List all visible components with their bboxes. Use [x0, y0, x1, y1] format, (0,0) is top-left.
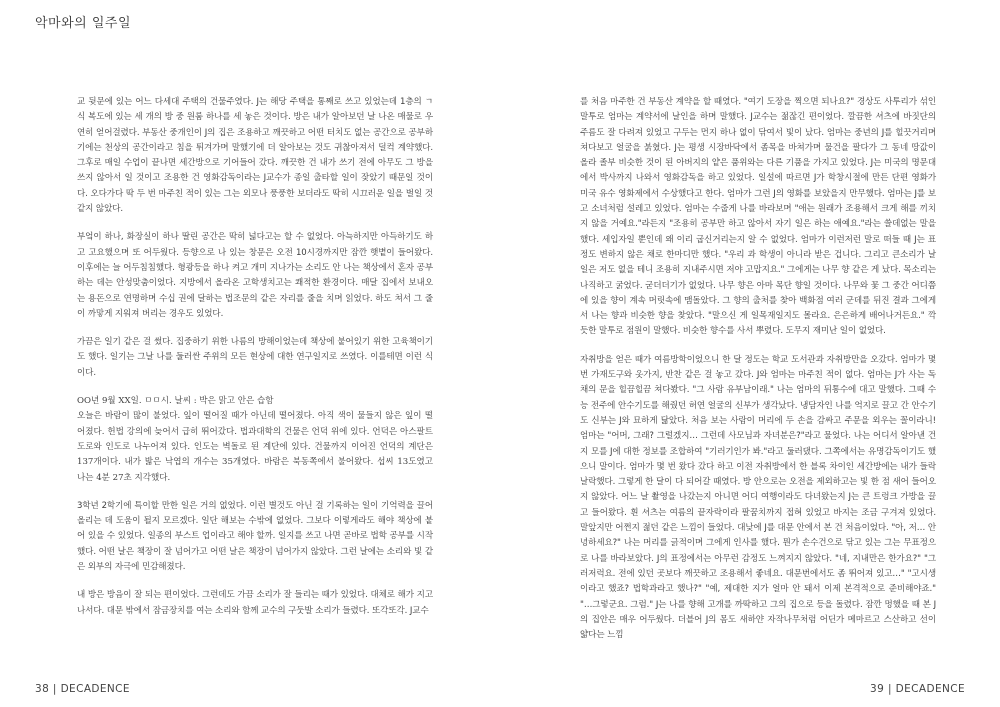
diary-entry: OO년 9월 XX일. ㅁㅁ시. 날씨 : 박은 맑고 안은 습함 오늘은 바람이 많이 불었다. 잎이 떨어질 때가 아닌데 떨어졌다. 아직 색이 물들지 않은 잎이 떨어졌다. 헌법 강의에 늦어서 급히 뛰어갔다. 법과대학의 건물은 언덕 위에 있다. 언덕은 아스팔트 도로와 인도로 나누어져 있다. 인도는 벽돌로 된 계단에 있다. 건물까지 이어진 언덕의 계단은 137개이다. 내가 밟은 낙엽의 개수는 35개였다. 바람은 북동쪽에서 불어왔다. 섭씨 13도였고 나는 4분 27초 지각했다.: [77, 396, 433, 483]
body-paragraph: 내 방은 방음이 잘 되는 편이었다. 그런데도 가끔 소리가 잘 들리는 때가 있었다. 대체로 해가 지고 나서다. 대문 밖에서 잠금장치를 여는 소리와 함께 교수의 구둣발 소리가 들렸다. 또각또각. J교수: [77, 590, 433, 616]
body-paragraph: 가끔은 일기 같은 걸 썼다. 집중하기 위한 나름의 방해이었는데 책상에 붙어있기 위한 고육책이기도 했다. 일기는 그날 나를 둘러싼 주위의 모든 현상에 대한 연구일지로 쓰였다. 이를테면 이런 식이다.: [77, 337, 433, 378]
body-paragraph: 를 처음 마주한 건 부동산 계약을 할 때였다. "여기 도장을 찍으면 되나요?" 경상도 사투리가 섞인 말투로 엄마는 계약서에 날인을 하며 말했다. J교수는 젊잖긴 편이었다. 깔끔한 셔츠에 바짓단의 주름도 잘 다려져 있었고 구두는 먼지 하나 없이 닦여서 빛이 났다. 엄마는 중년의 J를 힐끗거리며 쳐다보고 얼굴을 붉혔다. J는 평생 시장바닥에서 좀목을 바쳐가며 물건을 팔다가 그 동네 땅값이 올라 졸부 비슷한 것이 된 아버지의 얕은 품위와는 다른 기품을 가지고 있었다. J는 미국의 명문대에서 박사까지 나와서 영화감독을 하고 있었다. 일설에 따르면 J가 학창시절에 만든 단편 영화가 미국 유수 영화제에서 수상했다고 한다. 엄마가 그런 J의 영화를 보았을지 만무했다. 엄마는 J를 보고 소녀처럼 설레고 있었다. 엄마는 수줍게 나를 바라보며 "애는 원래가 조용해서 크게 해를 끼치지 않을 거예요."라든지 "조용히 공부만 하고 않아서 자기 일은 하는 애예요."라는 쓸데없는 말을 했다. 세입자일 뿐인데 왜 이리 굽신거리는지 알 수 없었다. 엄마가 이런저런 말로 떠들 때 J는 표정도 변하지 않은 채로 한마디만 했다. "우리 과 학생이 아니라 받은 겁니다. 그리고 큰소리가 날 일은 저도 없을 테니 조용히 지내주시면 저야 고맙지요." 그에게는 나무 향 같은 게 났다. 목소리는 나직하고 굵었다. 굳더더기가 없었다. 나무 향은 아마 목단 향일 것이다. 나무와 꽃 그 중간 어디쯤에 있을 향이 계속 머릿속에 맴돌았다. 그 향의 출처를 찾아 백화점 여러 군데를 뒤진 결과 그에게서 나는 향과 비슷한 향을 찾았다. "말으신 게 일목재일지도 몰라요. 은은하게 배어나거든요." 깍듯한 말투로 점원이 말했다. 비슷한 향수를 사서 뿌렸다. 도무지 재미난 일이 없었다.: [580, 97, 936, 337]
body-paragraph: 자취방을 얻은 때가 여름방학이었으니 한 달 정도는 학교 도서관과 자취방만을 오갔다. 엄마가 몇 번 가재도구와 옷가지, 반찬 같은 걸 놓고 갔다. J와 엄마는 마주친 적이 없다. 엄마는 J가 사는 독채의 문을 힐끔힐끔 쳐다봤다. "그 사람 유부남이래." 나는 엄마의 뒤통수에 대고 말했다. 그때 수능 전주에 안수기도를 해줬던 허연 얼굴의 신부가 생각났다. 냉담자인 나를 억지로 끌고 간 안수기도 신부는 J와 묘하게 닮았다. 처음 보는 사람이 머리에 두 손을 감싸고 주문을 외우는 꼴이라니! 엄마는 "어머, 그래? 그럴겠지… 그런데 사모님과 자녀분은?"라고 물었다. 나는 어디서 알아낸 건지 모를 J에 대한 정보를 조합하여 "기러기인가 봐."라고 둘러댔다. 그쪽에서는 유명감독이기도 했으니 말이다. 엄마가 몇 번 왔다 갔다 하고 이전 자취방에서 한 블록 차이인 세간방에는 내가 들락날락했다. 그렇게 한 달이 다 되어갈 때였다. 방 안으로는 오전을 제외하고는 빛 한 점 새어 들어오지 않았다. 어느 날 촬영을 나갔는지 아니면 어디 여행이라도 다녀왔는지 J는 큰 트렁크 가방을 끌고 들어왔다. 흰 셔츠는 여름의 끝자락이라 팔꿈치까지 접혀 있었고 바지는 조금 구겨져 있었다. 말앞지만 어쩐지 젊던 같은 느낌이 들었다. 대낮에 J를 대문 안에서 본 건 처음이었다. "아, 저… 안녕하세요?" 나는 머리를 긁적이며 그에게 인사를 했다. 뭔가 손수건으로 닦고 있는 그는 무표정으로 나를 바라보았다. J의 표정에서는 아무런 감정도 느껴지지 않았다. "네, 지내만은 한가요?" "그러저럭요. 전에 있던 곳보다 깨끗하고 조용해서 좋네요. 대문번에서도 좀 뛰어져 있고…" "고시생이라고 했죠? 법학과라고 했나?" "예, 제대한 지가 얼마 안 돼서 이제 본격적으로 준비해야죠." "…그렇군요. 그럼." J는 나를 향해 고개를 까딱하고 그의 집으로 등을 돌렸다. 잠깐 멍했을 때 본 J의 집안은 매우 어두웠다. 더블어 J의 몸도 새하얀 자작나무처럼 어딘가 메마르고 스산하고 선이 얇다는 느낌: [580, 354, 936, 641]
page-number-left: 38 | DECADENCE: [35, 683, 130, 695]
left-page: [77, 95, 433, 632]
body-paragraph: 교 뒷문에 있는 어느 다세대 주택의 건물주였다. J는 해당 주택을 통째로 쓰고 있었는데 1층의 ㄱ식 복도에 있는 세 개의 방 중 원룸 하나를 세 놓은 것이다. 방은 내가 알아보던 날 나온 매물로 우연히 얻어걸렸다. 부동산 중개인이 J의 집은 조용하고 깨끗하고 어떤 터치도 없는 공간으로 공부하기에는 천상의 공간이라고 침을 튀겨가며 말했기에 더 알아보는 것도 귀찮아져서 덜컥 계약했다. 그후로 매일 수업이 끝나면 세간방으로 기어들어 갔다. 깨끗한 건 내가 쓰기 전에 아무도 그 방을 쓰지 않아서 일 것이고 조용한 건 영화감독이라는 J교수가 종일 출타할 일이 잦았기 때문일 것이다. 오다가다 딱 두 번 마주친 적이 있는 그는 외모나 풍풍한 보더라도 딱히 시끄러운 일을 벌일 것 같지 않았다.: [77, 97, 433, 215]
body-paragraph: 부엌이 하나, 화장실이 하나 딸린 공간은 딱히 넓다고는 할 수 없었다. 아늑하지만 아득하기도 하고 고요했으며 또 어두웠다. 등향으로 나 있는 창문은 오전 10시경까지만 잠깐 햇볕이 들어왔다. 이후에는 늘 어두침침했다. 형광등을 하나 켜고 개미 지나가는 소리도 안 나는 책상에서 혼자 공부하는 데는 안성맞춤이었다. 지방에서 올라온 고학생치고는 쾌적한 환경이다. 매달 집에서 보내오는 용돈으로 연명하며 수십 권에 달하는 법조문의 같은 자리를 줄을 치며 읽었다. 하도 쳐서 그 줄이 까맣게 지워져 버리는 경우도 있었다.: [77, 232, 433, 319]
running-head: 악마와의 일주일: [35, 16, 132, 31]
page-number-right: 39 | DECADENCE: [870, 683, 965, 695]
right-page: [580, 95, 936, 656]
body-paragraph: 3학년 2학기에 특이할 만한 일은 거의 없었다. 이런 별것도 아닌 걸 기록하는 일이 기억력을 끌어올리는 데 도움이 될지 모르겠다. 일단 해보는 수밖에 없었다. 그보다 이렇게라도 해야 책상에 붙어 있을 수 있었다. 일종의 부스트 업이라고 해야 할까. 일지를 쓰고 나면 곧바로 법학 공부를 시작했다. 어떤 날은 책장이 잘 넘어가고 어떤 날은 책장이 넘어가지 않았다. 그런 날에는 소리와 빛 같은 외부의 자극에 민감해졌다.: [77, 500, 433, 573]
